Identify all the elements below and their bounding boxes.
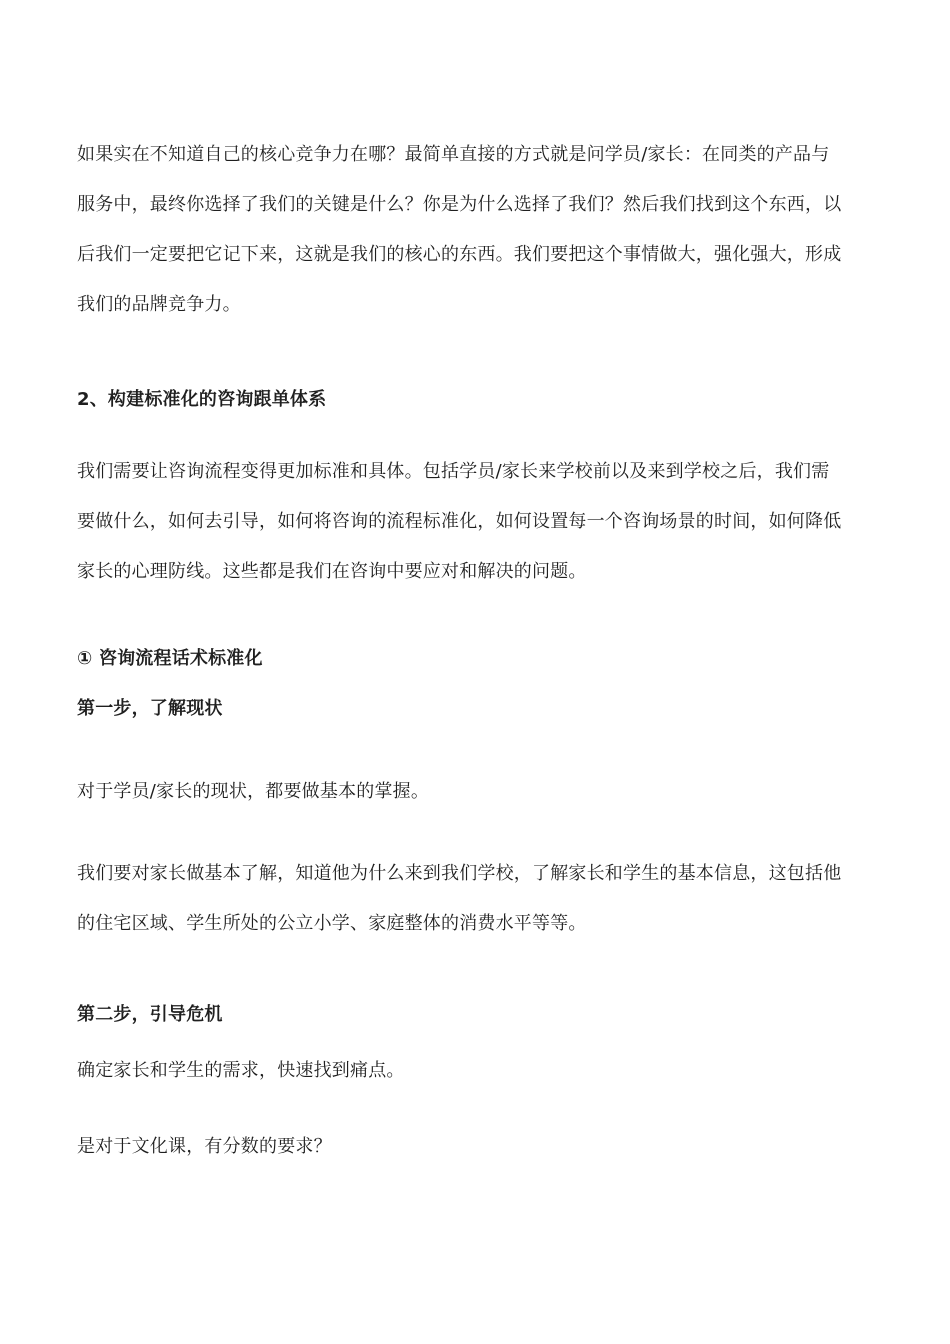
paragraph-line: 对于学员/家长的现状，都要做基本的掌握。 (77, 781, 430, 802)
paragraph-line: 是对于文化课，有分数的要求？ (77, 1136, 332, 1157)
paragraph-line: 我们的品牌竞争力。 (77, 294, 241, 315)
paragraph-line: 要做什么，如何去引导，如何将咨询的流程标准化，如何设置每一个咨询场景的时间，如何降低 (77, 511, 842, 532)
paragraph-line: 确定家长和学生的需求，快速找到痛点。 (77, 1060, 405, 1081)
paragraph-line: 的住宅区域、学生所处的公立小学、家庭整体的消费水平等等。 (77, 913, 587, 934)
paragraph-line: 如果实在不知道自己的核心竞争力在哪？最简单直接的方式就是问学员/家长：在同类的产品与 (77, 144, 830, 165)
step-heading: 第一步，了解现状 (77, 698, 223, 719)
paragraph-line: 我们需要让咨询流程变得更加标准和具体。包括学员/家长来学校前以及来到学校之后，我们需 (77, 461, 830, 482)
section-heading: 2、构建标准化的咨询跟单体系 (77, 389, 327, 410)
step-heading: 第二步，引导危机 (77, 1004, 223, 1025)
sub-heading: ① 咨询流程话术标准化 (77, 648, 263, 669)
paragraph-line: 后我们一定要把它记下来，这就是我们的核心的东西。我们要把这个事情做大，强化强大，形成 (77, 244, 842, 265)
paragraph-line: 服务中，最终你选择了我们的关键是什么？你是为什么选择了我们？然后我们找到这个东西，以 (77, 194, 842, 215)
paragraph-line: 我们要对家长做基本了解，知道他为什么来到我们学校，了解家长和学生的基本信息，这包括他 (77, 863, 842, 884)
paragraph-line: 家长的心理防线。这些都是我们在咨询中要应对和解决的问题。 (77, 561, 587, 582)
